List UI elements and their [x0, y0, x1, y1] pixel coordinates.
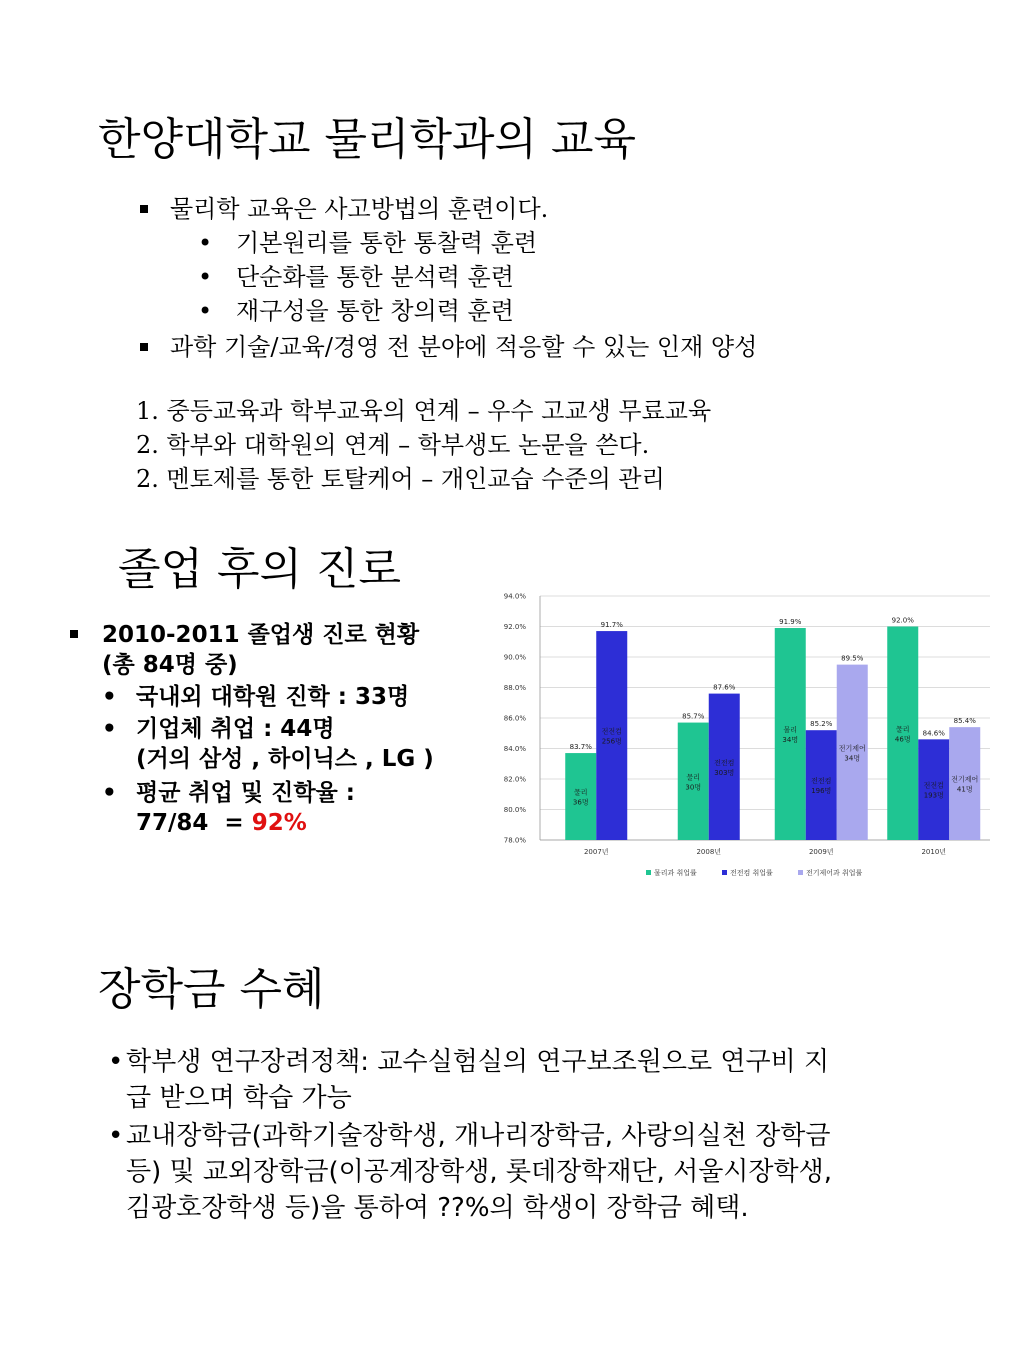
bar-inner-count: 46명: [894, 735, 911, 744]
dot-bullet-icon: •: [198, 229, 213, 257]
dot-bullet-icon: •: [102, 684, 117, 710]
square-bullet-icon: [70, 630, 78, 638]
y-tick-label: 88.0%: [503, 684, 526, 692]
bullet-text: 물리학 교육은 사고방법의 훈련이다.: [170, 195, 549, 223]
numbered-item: 2. 멘토제를 통한 토탈케어 – 개인교습 수준의 관리: [136, 465, 665, 493]
legend-swatch: [722, 870, 727, 875]
legend-label: 물리과 취업률: [654, 869, 697, 877]
career-item-rate-value: [136, 808, 307, 839]
career-total: (총 84명 중): [102, 652, 238, 678]
dot-bullet-icon: •: [102, 780, 117, 806]
dot-bullet-icon: •: [102, 716, 117, 742]
career-item-rate: 평균 취업 및 진학율 :: [136, 780, 355, 806]
rate-fraction: 77/84 =: [136, 810, 252, 836]
legend-label: 전전컴 취업률: [730, 869, 773, 877]
employment-rate-chart: [496, 588, 992, 888]
section-title-career: 졸업 후의 진로: [118, 544, 401, 595]
career-heading: 2010-2011 졸업생 진로 현황: [102, 622, 420, 648]
bar-value-label: 87.6%: [713, 683, 736, 692]
y-tick-label: 92.0%: [503, 623, 526, 631]
bar-value-label: 85.7%: [682, 712, 705, 721]
bar-inner-label: 물리: [686, 773, 701, 782]
legend-swatch: [646, 870, 651, 875]
x-tick-label: 2008년: [696, 848, 722, 856]
career-item-employment: 기업체 취업 : 44명: [136, 716, 335, 742]
bar: [887, 627, 918, 841]
career-list: [70, 620, 500, 850]
y-tick-label: 80.0%: [503, 806, 526, 814]
x-tick-label: 2010년: [921, 848, 947, 856]
numbered-item: 2. 학부와 대학원의 연계 – 학부생도 논문을 쓴다.: [136, 431, 650, 459]
scholarship-item-funds: 교내장학금(과학기술장학생, 개나리장학금, 사랑의실천 장학금: [126, 1121, 831, 1151]
section-title-education: 한양대학교 물리학과의 교육: [98, 114, 637, 165]
sub-item-text: 재구성을 통한 창의력 훈련: [236, 297, 514, 325]
bar-inner-count: 30명: [685, 783, 702, 792]
bar-value-label: 91.9%: [779, 618, 802, 627]
bar-inner-label: 물리: [573, 788, 588, 797]
scholarship-item-research-cont: 급 받으며 학습 가능: [126, 1083, 352, 1113]
bar: [837, 665, 868, 840]
career-item-employment-detail: (거의 삼성 , 하이닉스 , LG ): [136, 746, 434, 772]
bar-inner-count: 34명: [782, 736, 799, 745]
dot-bullet-icon: •: [198, 297, 213, 325]
bar-inner-count: 41명: [956, 785, 973, 794]
bar-value-label: 85.2%: [810, 720, 833, 729]
bar-inner-label: 전전컴: [923, 781, 944, 790]
x-tick-label: 2009년: [808, 848, 834, 856]
bar-inner-label: 전기제어: [951, 775, 979, 784]
y-tick-label: 94.0%: [503, 592, 526, 601]
dot-bullet-icon: •: [108, 1047, 124, 1077]
bar-inner-count: 36명: [572, 798, 589, 807]
numbered-item: 1. 중등교육과 학부교육의 연계 – 우수 고교생 무료교육: [136, 397, 712, 425]
bar-inner-count: 196명: [811, 787, 832, 796]
bar-inner-label: 전전컴: [601, 727, 622, 736]
sub-item-text: 기본원리를 통한 통찰력 훈련: [236, 229, 538, 257]
y-tick-label: 82.0%: [503, 775, 526, 784]
bar-inner-count: 34명: [844, 754, 861, 763]
legend-swatch: [798, 870, 803, 875]
section-title-scholarship: 장학금 수혜: [98, 964, 325, 1015]
scholarship-item-funds-end: 김광호장학생 등)을 통하여 ??%의 학생이 장학금 혜택.: [126, 1193, 749, 1223]
bar-inner-label: 물리: [783, 726, 798, 735]
y-tick-label: 78.0%: [503, 836, 526, 845]
y-tick-label: 90.0%: [503, 653, 526, 662]
y-tick-label: 86.0%: [503, 714, 526, 723]
bar-value-label: 91.7%: [600, 621, 623, 630]
scholarship-item-funds-cont: 등) 및 교외장학금(이공계장학생, 롯데장학재단, 서울시장학생,: [126, 1157, 833, 1187]
bar-value-label: 92.0%: [891, 616, 914, 625]
x-tick-label: 2007년: [583, 848, 609, 856]
bar-inner-count: 303명: [714, 768, 735, 777]
bar-value-label: 84.6%: [922, 729, 945, 738]
dot-bullet-icon: •: [108, 1121, 124, 1151]
career-item-graduate: 국내외 대학원 진학 : 33명: [136, 684, 410, 710]
bar-inner-label: 전전컴: [714, 758, 735, 767]
y-tick-label: 84.0%: [503, 745, 526, 753]
bar-value-label: 83.7%: [569, 743, 592, 752]
bar-inner-count: 256명: [601, 737, 622, 746]
bar-value-label: 89.5%: [841, 654, 864, 663]
scholarship-item-research: 학부생 연구장려정책: 교수실험실의 연구보조원으로 연구비 지: [126, 1047, 830, 1077]
bar-inner-label: 물리: [895, 725, 910, 734]
bar-inner-count: 193명: [923, 791, 944, 800]
rate-highlight: 92%: [251, 810, 307, 836]
square-bullet-icon: [140, 205, 148, 213]
bar-value-label: 85.4%: [953, 717, 976, 726]
dot-bullet-icon: •: [198, 263, 213, 291]
bar-inner-label: 전기제어: [838, 744, 866, 753]
bullet-text: 과학 기술/교육/경영 전 분야에 적응할 수 있는 인재 양성: [170, 333, 758, 361]
legend-label: 전기제어과 취업률: [806, 869, 863, 877]
square-bullet-icon: [140, 343, 148, 351]
scholarship-list: [108, 1044, 988, 1224]
bar-inner-label: 전전컴: [811, 777, 832, 786]
sub-item-text: 단순화를 통한 분석력 훈련: [236, 263, 514, 291]
